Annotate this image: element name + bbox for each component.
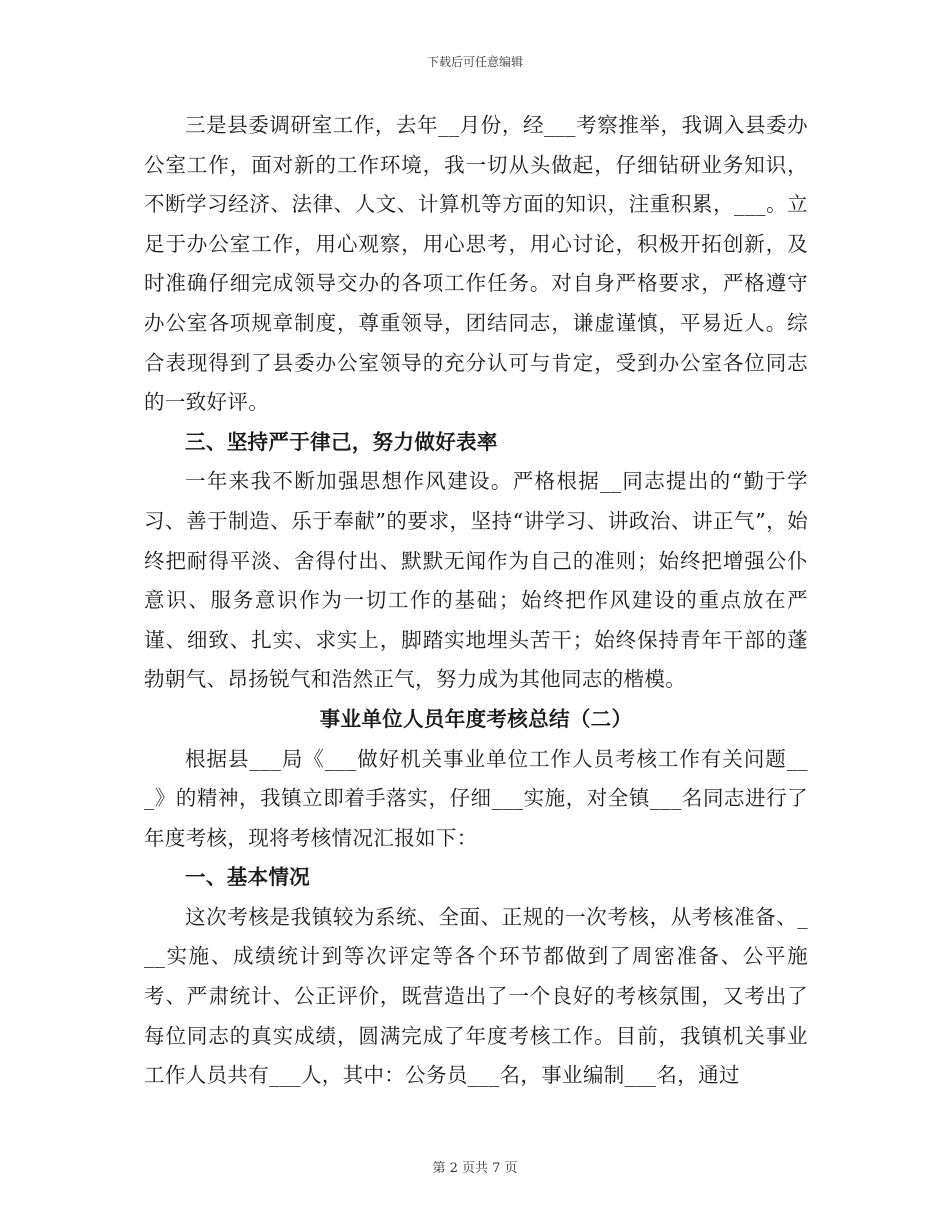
document-title-part-two: 事业单位人员年度考核总结（二） xyxy=(319,706,633,731)
paragraph-assessment-basis: 根据县___局《___做好机关事业单位工作人员考核工作有关问题___》的精神，我镇立即着手落实，仔细___实施，对全镇___名同志进行了年度考核，现将考核情况汇报如下： xyxy=(144,746,808,850)
page-number-footer: 第 2 页共 7 页 xyxy=(432,1161,518,1176)
paragraph-research-office: 三是县委调研室工作，去年__月份，经___考察推举，我调入县委办公室工作，面对新的工作环境，我一切从头做起，仔细钻研业务知识，不断学习经济、法律、人文、计算机等方面的知识，注重积累，___。立足于办公室工作，用心观察，用心思考，用心讨论，积极开拓创新，及时准确仔细完成领导交办的各项工作任务。对自身严格要求，严格遵守办公室各项规章制度，尊重领导，团结同志，谦虚谨慎，平易近人。综合表现得到了县委办公室领导的充分认可与肯定，受到办公室各位同志的一致好评。 xyxy=(144,113,808,415)
paragraph-assessment-details: 这次考核是我镇较为系统、全面、正规的一次考核，从考核准备、___实施、成绩统计到等次评定等各个环节都做到了周密准备、公平施考、严肃统计、公正评价，既营造出了一个良好的考核氛围，又考出了每位同志的真实成绩，圆满完成了年度考核工作。目前，我镇机关事业工作人员共有___人，其中：公务员___名，事业编制___名，通过 xyxy=(144,904,808,1088)
document-body xyxy=(144,106,808,1096)
section-heading-basic-situation: 一、基本情况 xyxy=(185,865,311,890)
paragraph-work-style: 一年来我不断加强思想作风建设。严格根据__同志提出的“勤于学习、善于制造、乐于奉献”的要求，坚持“讲学习、讲政治、讲正气”，始终把耐得平淡、舍得付出、默默无闻作为自己的准则；始终把增强公仆意识、服务意识作为一切工作的基础；始终把作风建设的重点放在严谨、细致、扎实、求实上，脚踏实地埋头苦干；始终保持青年干部的蓬勃朝气、昂扬锐气和浩然正气，努力成为其他同志的楷模。 xyxy=(144,469,808,692)
page-header: 下载后可任意编辑 xyxy=(426,55,523,69)
section-heading-self-discipline: 三、坚持严于律己，努力做好表率 xyxy=(185,429,498,454)
